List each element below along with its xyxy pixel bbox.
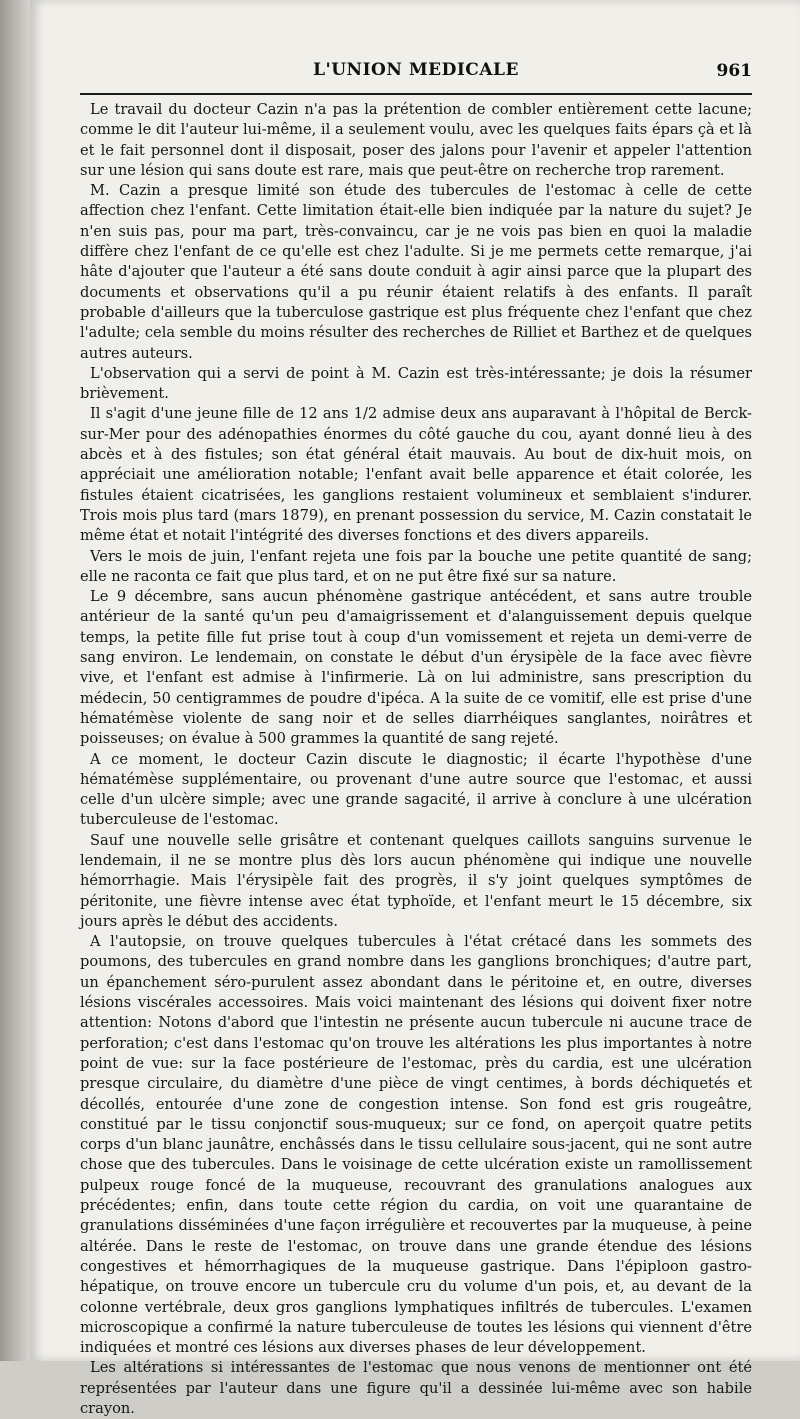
- article-body: [80, 100, 752, 1419]
- paragraph-diagnosis: A ce moment, le docteur Cazin discute le diagnostic; il écarte l'hypothèse d'une hématémèse supplémentaire, ou provenant d'une autre source que l'estomac, et aussi celle d'un ulcère simple; avec une grande sagacité, il arrive à conclure à une ulcération tuberculeuse de l'estomac.: [80, 750, 752, 829]
- header-rule: [80, 93, 752, 95]
- paragraph-june: Vers le mois de juin, l'enfant rejeta une fois par la bouche une petite quantité de sang; elle ne raconta ce fait que plus tard, et on ne put être fixé sur sa nature.: [80, 547, 752, 585]
- paragraph-autopsy: A l'autopsie, on trouve quelques tubercules à l'état crétacé dans les sommets des poumons, des tubercules en grand nombre dans les ganglions bronchiques; d'autre part, un épanchement séro-purulent assez abondant dans le péritoine et, en outre, diverses lésions viscérales accessoires. Mais voici maintenant des lésions qui doivent fixer notre attention: Notons d'abord que l'intestin ne présente aucun tubercule ni aucune trace de perforation; c'est dans l'estomac qu'on trouve les altérations les plus importantes à notre point de vue: sur la face postérieure de l'estomac, près du cardia, est une ulcération presque circulaire, du diamètre d'une pièce de vingt centimes, à bords déchiquetés et décollés, entourée d'une zone de congestion intense. Son fond est gris rougeâtre, constitué par le tissu conjonctif sous-muqueux; sur ce fond, on aperçoit quatre petits corps d'un blanc jaunâtre, enchâssés dans le tissu cellulaire sous-jacent, qui ne sont autre chose que des tubercules. Dans le voisinage de cette ulcération existe un ramollissement pulpeux rouge foncé de la muqueuse, recouvrant des granulations analogues aux précédentes; enfin, dans toute cette région du cardia, on voit une quarantaine de granulations disséminées d'une façon irrégulière et recouvertes par la muqueuse, à peine altérée. Dans le reste de l'estomac, on trouve dans une grande étendue des lésions congestives et hémorrhagiques de la muqueuse gastrique. Dans l'épiploon gastro-hépatique, on trouve encore un tubercule cru du volume d'un pois, et, au devant de la colonne vertébrale, deux gros ganglions lymphatiques infiltrés de tubercules. L'examen microscopique a confirmé la nature tuberculeuse de toutes les lésions qui viennent d'être indiquées et montré ces lésions aux diverses phases de leur développement.: [80, 933, 752, 1357]
- paragraph-limitation: M. Cazin a presque limité son étude des tubercules de l'estomac à celle de cette affection chez l'enfant. Cette limitation était-elle bien indiquée par la nature du sujet? Je n'en suis pas, pour ma part, très-convaincu, car je ne vois pas bien en quoi la maladie diffère chez l'enfant de ce qu'elle est chez l'adulte. Si je me permets cette remarque, j'ai hâte d'ajouter que l'auteur a été sans doute conduit à agir ainsi parce que la plupart des documents et observations qu'il a pu réunir étaient relatifs à des enfants. Il paraît probable d'ailleurs que la tuberculose gastrique est plus fréquente chez l'enfant que chez l'adulte; cela semble du moins résulter des recherches de Rilliet et Barthez et de quelques autres auteurs.: [80, 182, 752, 362]
- page-number: 961: [716, 61, 752, 81]
- running-title: L'UNION MEDICALE: [313, 60, 519, 80]
- paragraph-figure: Les altérations si intéressantes de l'estomac que nous venons de mentionner ont été représentées par l'auteur dans une figure qu'il a dessinée lui-même avec son habile crayon.: [80, 1359, 752, 1417]
- paragraph-lacune: Le travail du docteur Cazin n'a pas la prétention de combler entièrement cette lacune; comme le dit l'auteur lui-même, il a seulement voulu, avec les quelques faits épars çà et là et le fait personnel dont il disposait, poser des jalons pour l'avenir et appeler l'attention sur une lésion qui sans doute est rare, mais que peut-être on recherche trop rarement.: [80, 101, 752, 179]
- paragraph-observation: L'observation qui a servi de point à M. Cazin est très-intéressante; je dois la résumer brièvement.: [80, 364, 752, 403]
- paragraph-death: Sauf une nouvelle selle grisâtre et contenant quelques caillots sanguins survenue le lendemain, il ne se montre plus dès lors aucun phénomène qui indique une nouvelle hémorrhagie. Mais l'érysipèle fait des progrès, il s'y joint quelques symptômes de péritonite, une fièvre intense avec état typhoïde, et l'enfant meurt le 15 décembre, six jours après le début des accidents.: [80, 831, 752, 930]
- running-header: [80, 60, 752, 88]
- paragraph-december: Le 9 décembre, sans aucun phénomène gastrique antécédent, et sans autre trouble antérieur de la santé qu'un peu d'amaigrissement et d'alanguissement depuis quelque temps, la petite fille fut prise tout à coup d'un vomissement et rejeta un demi-verre de sang environ. Le lendemain, on constate le début d'un érysipèle de la face avec fièvre vive, et l'enfant est admise à l'infirmerie. Là on lui administre, sans prescription du médecin, 50 centigrammes de poudre d'ipéca. A la suite de ce vomitif, elle est prise d'une hématémèse violente de sang noir et de selles diarrhéiques sanglantes, noirâtres et poisseuses; on évalue à 500 grammes la quantité de sang rejeté.: [80, 588, 752, 748]
- paragraph-patient-history: Il s'agit d'une jeune fille de 12 ans 1/2 admise deux ans auparavant à l'hôpital de Berck-sur-Mer pour des adénopathies énormes du côté gauche du cou, ayant donné lieu à des abcès et à des fistules; son état général était mauvais. Au bout de dix-huit mois, on appréciait une amélioration notable; l'enfant avait belle apparence et était colorée, les fistules étaient cicatrisées, les ganglions restaient volumineux et semblaient s'indurer. Trois mois plus tard (mars 1879), en prenant possession du service, M. Cazin constatait le même état et notait l'intégrité des diverses fonctions et des divers appareils.: [80, 405, 752, 545]
- page-gutter-shadow: [0, 0, 30, 1361]
